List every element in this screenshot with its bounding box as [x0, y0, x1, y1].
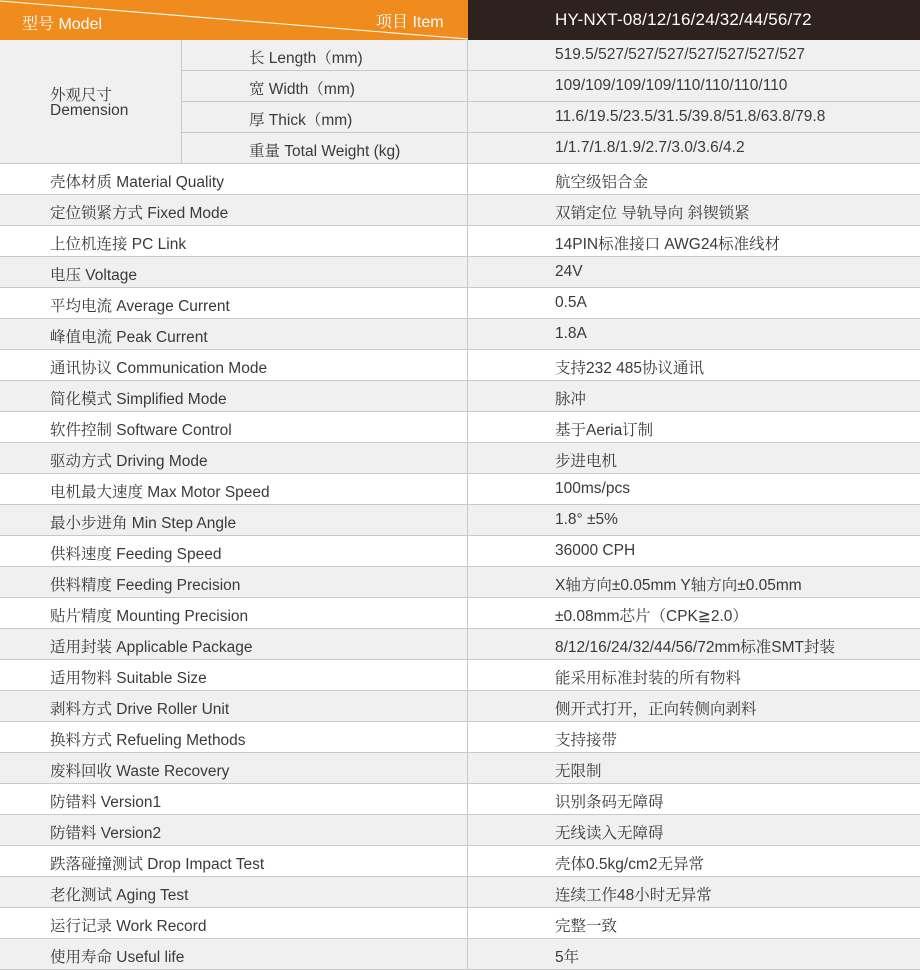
spec-row	[0, 505, 920, 536]
spec-row-value: 支持接带	[555, 732, 618, 749]
spec-row	[0, 691, 920, 722]
spec-row-value: 完整一致	[555, 918, 618, 935]
spec-row	[0, 412, 920, 443]
spec-row-value: ±0.08mm芯片（CPK≧2.0）	[555, 608, 748, 625]
column-divider	[467, 815, 468, 845]
spec-row-label: 跌落碰撞测试 Drop Impact Test	[50, 856, 265, 873]
column-divider	[467, 71, 468, 101]
column-divider	[467, 784, 468, 814]
spec-row	[0, 288, 920, 319]
dimension-row-label: 厚 Thick（mm)	[249, 112, 353, 129]
dimension-group	[0, 40, 920, 164]
spec-row-value: 识别条码无障碍	[555, 794, 664, 811]
spec-row-value: X轴方向±0.05mm Y轴方向±0.05mm	[555, 577, 802, 594]
spec-row-value: 航空级铝合金	[555, 174, 649, 191]
header-model-value: HY-NXT-08/12/16/24/32/44/56/72	[555, 10, 812, 29]
header-left-cell	[0, 0, 468, 40]
dimension-row-value: 109/109/109/109/110/110/110/110	[555, 77, 788, 94]
spec-row-value: 基于Aeria订制	[555, 422, 654, 439]
column-divider	[467, 164, 468, 194]
dimension-row-width	[182, 71, 920, 102]
spec-row	[0, 226, 920, 257]
spec-row-label: 剥料方式 Drive Roller Unit	[50, 701, 230, 718]
spec-row-label: 供料速度 Feeding Speed	[50, 546, 222, 563]
spec-row	[0, 629, 920, 660]
column-divider	[467, 846, 468, 876]
spec-row-label: 换料方式 Refueling Methods	[50, 732, 246, 749]
column-divider	[467, 319, 468, 349]
spec-row	[0, 722, 920, 753]
column-divider	[467, 474, 468, 504]
column-divider	[467, 722, 468, 752]
spec-row-label: 适用物料 Suitable Size	[50, 670, 207, 687]
dimension-label-cell	[0, 40, 182, 164]
spec-row-value: 14PIN标准接口 AWG24标准线材	[555, 236, 781, 253]
dimension-row-label: 长 Length（mm)	[249, 50, 363, 67]
dimension-row-weight	[182, 133, 920, 164]
column-divider	[467, 257, 468, 287]
column-divider	[467, 288, 468, 318]
dimension-row-label: 重量 Total Weight (kg)	[249, 143, 401, 160]
spec-row-label: 定位锁紧方式 Fixed Mode	[50, 205, 229, 222]
spec-row	[0, 598, 920, 629]
spec-row-value: 双销定位 导轨导向 斜锲锁紧	[555, 205, 750, 222]
spec-row	[0, 846, 920, 877]
column-divider	[467, 536, 468, 566]
dimension-row-value: 519.5/527/527/527/527/527/527/527	[555, 46, 805, 63]
dimension-label-cn: 外观尺寸	[50, 87, 113, 104]
column-divider	[467, 350, 468, 380]
spec-row	[0, 257, 920, 288]
dimension-row-value: 1/1.7/1.8/1.9/2.7/3.0/3.6/4.2	[555, 139, 745, 156]
spec-row-value: 无线读入无障碍	[555, 825, 664, 842]
column-divider	[467, 567, 468, 597]
spec-row-label: 软件控制 Software Control	[50, 422, 232, 439]
spec-row-value: 1.8° ±5%	[555, 511, 618, 528]
spec-row-label: 峰值电流 Peak Current	[50, 329, 208, 346]
spec-row-label: 电机最大速度 Max Motor Speed	[50, 484, 270, 501]
column-divider	[467, 908, 468, 938]
spec-row-label: 防错料 Version1	[50, 794, 162, 811]
spec-row-value: 100ms/pcs	[555, 480, 630, 497]
spec-row-value: 8/12/16/24/32/44/56/72mm标准SMT封装	[555, 639, 835, 656]
spec-row-label: 上位机连接 PC Link	[50, 236, 187, 253]
column-divider	[467, 381, 468, 411]
column-divider	[467, 102, 468, 132]
spec-row	[0, 536, 920, 567]
spec-row-value: 脉冲	[555, 391, 587, 408]
spec-row	[0, 660, 920, 691]
column-divider	[467, 660, 468, 690]
column-divider	[467, 753, 468, 783]
spec-row-label: 废料回收 Waste Recovery	[50, 763, 230, 780]
spec-row	[0, 381, 920, 412]
spec-row	[0, 319, 920, 350]
column-divider	[467, 877, 468, 907]
spec-row	[0, 908, 920, 939]
spec-row-value: 壳体0.5kg/cm2无异常	[555, 856, 705, 873]
spec-row	[0, 443, 920, 474]
column-divider	[467, 443, 468, 473]
column-divider	[467, 195, 468, 225]
spec-row-label: 通讯协议 Communication Mode	[50, 360, 268, 377]
spec-row-value: 支持232 485协议通讯	[555, 360, 705, 377]
column-divider	[467, 598, 468, 628]
spec-row-label: 壳体材质 Material Quality	[50, 174, 224, 191]
spec-row	[0, 195, 920, 226]
spec-row-value: 36000 CPH	[555, 542, 636, 559]
spec-row	[0, 784, 920, 815]
spec-row-label: 运行记录 Work Record	[50, 918, 207, 935]
spec-row-label: 适用封装 Applicable Package	[50, 639, 253, 656]
spec-row	[0, 815, 920, 846]
spec-row-value: 无限制	[555, 763, 602, 780]
spec-row-value: 步进电机	[555, 453, 618, 470]
column-divider	[467, 939, 468, 969]
spec-row	[0, 350, 920, 381]
dimension-label-en: Demension	[50, 102, 129, 119]
spec-row-value: 0.5A	[555, 294, 587, 311]
spec-row-label: 驱动方式 Driving Mode	[50, 453, 208, 470]
spec-row-value: 1.8A	[555, 325, 587, 342]
spec-row-value: 能采用标准封装的所有物料	[555, 670, 742, 687]
header-model-label: 型号 Model	[22, 16, 103, 33]
table-header	[0, 0, 920, 40]
spec-row-value: 5年	[555, 949, 580, 966]
column-divider	[467, 133, 468, 163]
spec-row	[0, 877, 920, 908]
spec-row-label: 贴片精度 Mounting Precision	[50, 608, 249, 625]
dimension-row-length	[182, 40, 920, 71]
dimension-row-label: 宽 Width（mm)	[249, 81, 355, 98]
spec-row-value: 24V	[555, 263, 583, 280]
column-divider	[467, 505, 468, 535]
spec-row	[0, 939, 920, 970]
spec-row-label: 防错料 Version2	[50, 825, 162, 842]
column-divider	[467, 691, 468, 721]
spec-row-value: 连续工作48小时无异常	[555, 887, 712, 904]
column-divider	[467, 412, 468, 442]
header-model-value-cell	[468, 0, 920, 40]
spec-row	[0, 567, 920, 598]
spec-row-label: 简化模式 Simplified Mode	[50, 391, 227, 408]
spec-row-label: 供料精度 Feeding Precision	[50, 577, 241, 594]
spec-row	[0, 164, 920, 195]
spec-row-label: 老化测试 Aging Test	[50, 887, 189, 904]
dimension-row-value: 11.6/19.5/23.5/31.5/39.8/51.8/63.8/79.8	[555, 108, 826, 125]
spec-row	[0, 753, 920, 784]
header-item-label: 项目 Item	[376, 14, 444, 31]
spec-row-label: 最小步进角 Min Step Angle	[50, 515, 237, 532]
spec-row-label: 电压 Voltage	[50, 267, 138, 284]
column-divider	[467, 40, 468, 70]
spec-row-label: 使用寿命 Useful life	[50, 949, 185, 966]
column-divider	[467, 629, 468, 659]
spec-row	[0, 474, 920, 505]
spec-row-value: 侧开式打开，正向转侧向剥料	[555, 701, 757, 718]
dimension-row-thick	[182, 102, 920, 133]
column-divider	[467, 226, 468, 256]
spec-row-label: 平均电流 Average Current	[50, 298, 230, 315]
